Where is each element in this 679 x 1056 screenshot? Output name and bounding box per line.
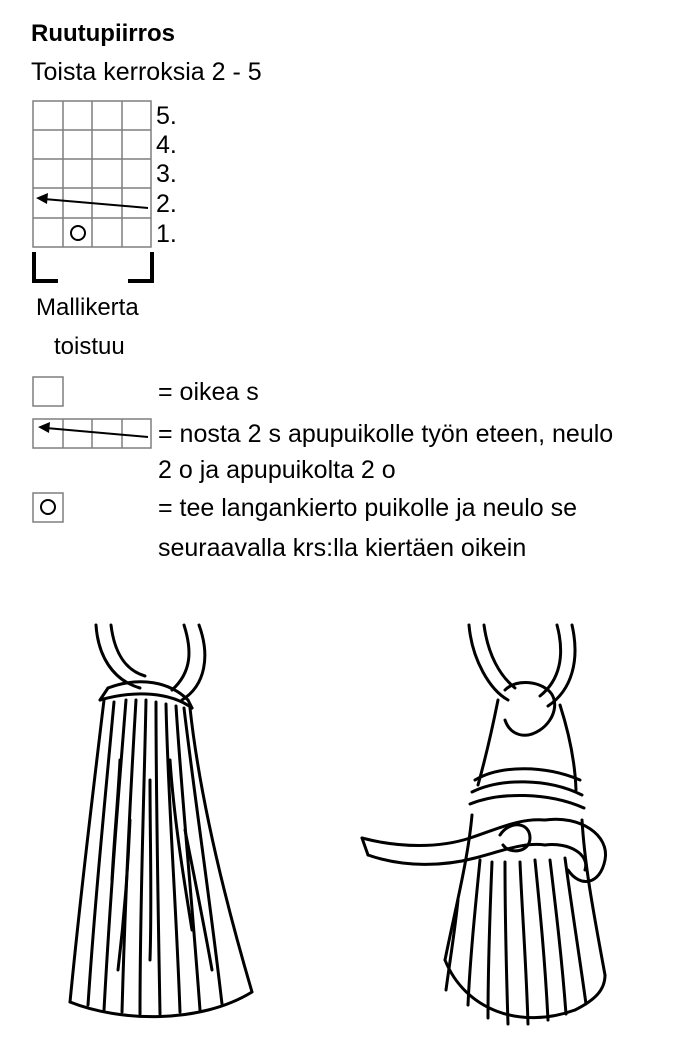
- legend-yarn-over-icon: [33, 493, 63, 522]
- legend-yarn-over-text-line2: seuraavalla krs:lla kiertäen oikein: [158, 534, 527, 562]
- repeat-rows-text: Toista kerroksia 2 - 5: [31, 58, 262, 86]
- legend-yarn-over-text-line1: = tee langankierto puikolle ja neulo se: [158, 494, 578, 522]
- yarn-over-symbol: [71, 226, 85, 240]
- repeat-bracket: [34, 252, 152, 281]
- row-label-3: 3.: [156, 160, 177, 188]
- legend-cable-text-line1: = nosta 2 s apupuikolle työn eteen, neulo: [158, 420, 614, 448]
- row-label-2: 2.: [156, 190, 177, 218]
- tassel-illustration-left: [70, 625, 252, 1017]
- tassel-illustration-right: [362, 625, 606, 1024]
- legend-knit-text: = oikea s: [158, 378, 259, 406]
- chart-grid: [33, 101, 151, 247]
- row-label-1: 1.: [156, 220, 177, 248]
- row-label-5: 5.: [156, 102, 177, 130]
- legend-cable-arrow-icon: [33, 419, 151, 448]
- row-label-4: 4.: [156, 131, 177, 159]
- repeat-label-line1: Mallikerta: [36, 294, 139, 321]
- repeat-label-line2: toistuu: [54, 333, 125, 360]
- chart-title: Ruutupiirros: [31, 20, 175, 47]
- legend-empty-square-icon: [33, 377, 63, 406]
- legend-cable-text-line2: 2 o ja apupuikolta 2 o: [158, 456, 396, 484]
